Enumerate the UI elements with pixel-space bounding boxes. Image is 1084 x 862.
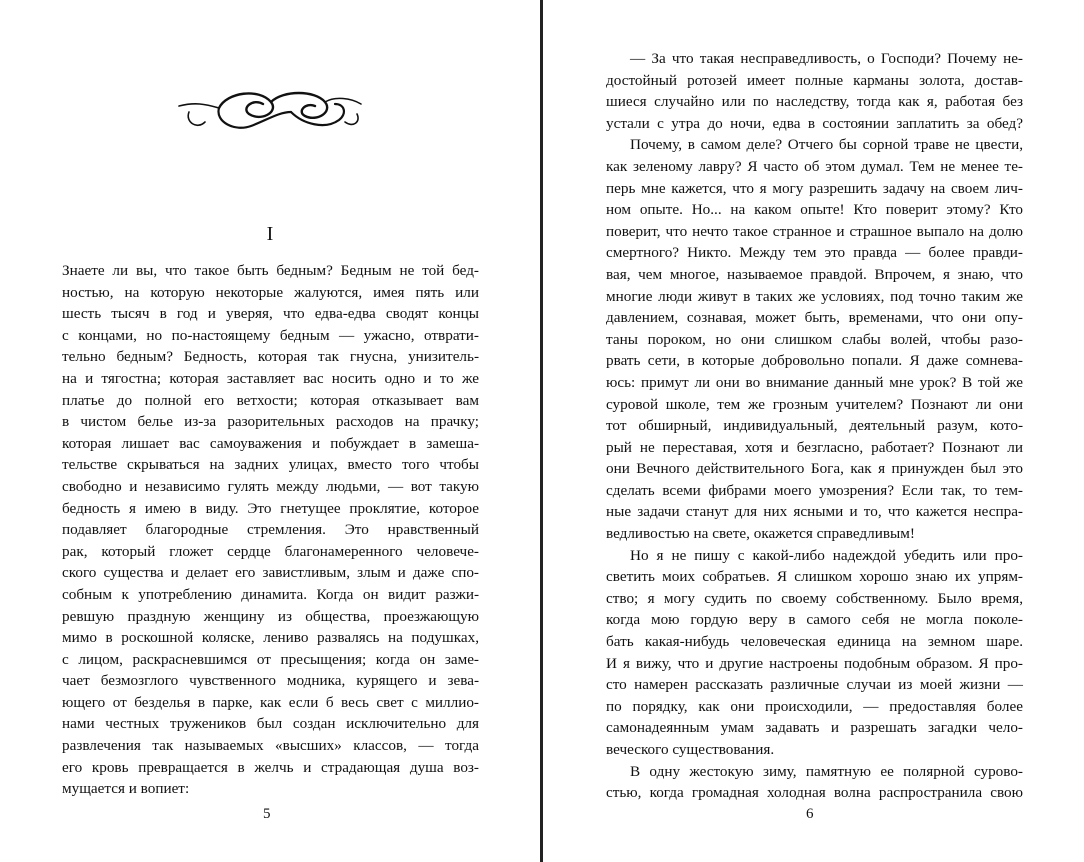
right-page [543,0,1084,862]
text-line: ном опыте. Но... на каком опыте! Кто поверит этому? Кто [606,201,1023,219]
text-line: ющего от безделья в парке, как если б весь свет с миллио- [62,693,479,711]
left-body-text [62,260,479,800]
text-line: бедность я имею в виду. Это гнетущее проклятие, которое [62,499,479,517]
text-line: они Вечного действительного Бога, как я принужден был это [606,460,1023,478]
text-line: И я вижу, что и другие настроены подобным образом. Я про- [606,654,1023,672]
text-line: стью, когда громадная холодная волна распространила свою [606,784,1023,802]
text-line: ведливостью на свете, окажется справедливым! [606,525,915,543]
text-line: как зеленому лавру? Я часто об этом думал. Тем не менее те- [606,157,1023,175]
left-page [0,0,540,862]
text-line: мимо в роскошной коляске, лениво развалясь на подушках, [62,629,479,647]
text-line: Почему, в самом деле? Отчего бы сорной траве не цвести, [630,136,1023,154]
text-line: ные задачи станут для них ясными и то, что кажется неспра- [606,503,1023,521]
text-line: рвать сети, в которые добровольно попали. Я даже сомнева- [606,352,1023,370]
text-line: достойный ротозей имеет полные карманы золота, достав- [606,71,1023,89]
text-line: юсь: примут ли они во внимание данный мне урок? В той же [606,373,1023,391]
text-line: с лицом, раскрасневшимся от пресыщения; когда он заме- [62,650,479,668]
text-line: свободно и независимо гулять между людьми, — вот такую [62,477,479,495]
text-line: сто намерен рассказать различные случаи из моей жизни — [606,676,1023,694]
text-line: Но я не пишу с какой-либо надеждой убедить или про- [630,546,1023,564]
text-line: тельстве скрываться на задних улицах, вместо того чтобы [62,456,479,474]
text-line: ство; я могу судить по своему собственному. Было время, [606,589,1023,607]
text-line: ского существа и делает его завистливым, злым и даже спо- [62,564,479,582]
text-line: самонадеянным умам задавать и разрешать загадки чело- [606,719,1023,737]
text-line: перь мне кажется, что я могу разрешить задачу на своем лич- [606,179,1023,197]
text-line: вая, чем многое, называемое правдой. Впрочем, я знаю, что [606,265,1023,283]
text-line: сделать всеми фибрами моего умозрения? Если так, то тем- [606,481,1023,499]
text-line: шиеся случайно или по наследству, тогда как я, работая без [606,93,1023,111]
text-line: когда мою гордую веру в самого себя не могла поколе- [606,611,1023,629]
text-line: чает безмозглого чувственного модника, курящего и зева- [62,672,479,690]
text-line: давлением, сознавая, может быть, временами, что они опу- [606,309,1023,327]
page-number-left: 5 [263,806,271,822]
text-line: устали с утра до ночи, едва в состоянии заплатить за обед? [606,114,1023,132]
text-line: рак, который гложет сердце благонамеренного человече- [62,542,479,560]
text-line: рый не переставая, хотя и безгласно, работает? Познают ли [606,438,1023,456]
text-line: В одну жестокую зиму, памятную ее полярной сурово- [630,762,1023,780]
text-line: платье до полной его ветхости; которая отказывает вам [62,391,479,409]
text-line: Знаете ли вы, что такое быть бедным? Бедным не той бед- [62,262,479,279]
text-line: ностью, на которую некоторые жалуются, имея пять или [62,283,479,301]
text-line: ревшую праздную женщину из общества, проезжающую [62,607,479,625]
text-line: поверит, что нечто такое странное и страшное выпало на долю [606,222,1023,240]
text-line: развлечения так называемых «высших» классов, — тогда [62,737,479,755]
text-line: с концами, но по-настоящему бедным — ужасно, отврати- [62,326,479,344]
text-line: тот обширный, индивидуальный, деятельный разум, кото- [606,417,1023,435]
right-body-text [606,48,1023,804]
text-line: по порядку, как они происходили, — предоставляя более [606,697,1023,715]
flourish-ornament-icon [175,82,365,138]
text-line: — За что такая несправедливость, о Господи? Почему не- [630,50,1023,67]
text-line: смертного? Никто. Между тем это правда — более правди- [606,244,1023,262]
text-line: многие люди живут в таких же условиях, под точно таким же [606,287,1023,305]
text-line: светить моих собратьев. Я слишком хорошо знаю их упрям- [606,568,1023,586]
chapter-heading: I [266,223,274,245]
text-line: в чистом белье из-за разорительных расходов на прачку; [62,413,479,431]
text-line: на и тягостна; которая заставляет вас носить одно и то же [62,369,479,387]
text-line: собным к употреблению динамита. Когда он видит разжи- [62,585,479,603]
text-line: тельно бедным? Бедность, которая так гнусна, унизитель- [62,348,479,366]
text-line: таны пороком, но они слишком слабы волей, чтобы разо- [606,330,1023,348]
text-line: нами честных тружеников был создан исключительно для [62,715,479,733]
text-line: веческого существования. [606,741,775,758]
text-line: его кровь превращается в желчь и страдающая душа воз- [62,758,479,776]
text-line: бать какая-нибудь человеческая единица на земном шаре. [606,633,1023,651]
text-line: которая лишает вас самоуважения и побуждает в замеша- [62,434,479,452]
text-line: шесть тысяч в год и уверяя, что едва-едва сводят концы [62,305,479,323]
text-line: мущается и вопиет: [62,780,190,798]
page-number-right: 6 [806,806,814,822]
text-line: подавляет благородные стремления. Это нравственный [62,521,479,539]
text-line: суровой школе, тем же грозным учителем? Познают ли они [606,395,1023,413]
